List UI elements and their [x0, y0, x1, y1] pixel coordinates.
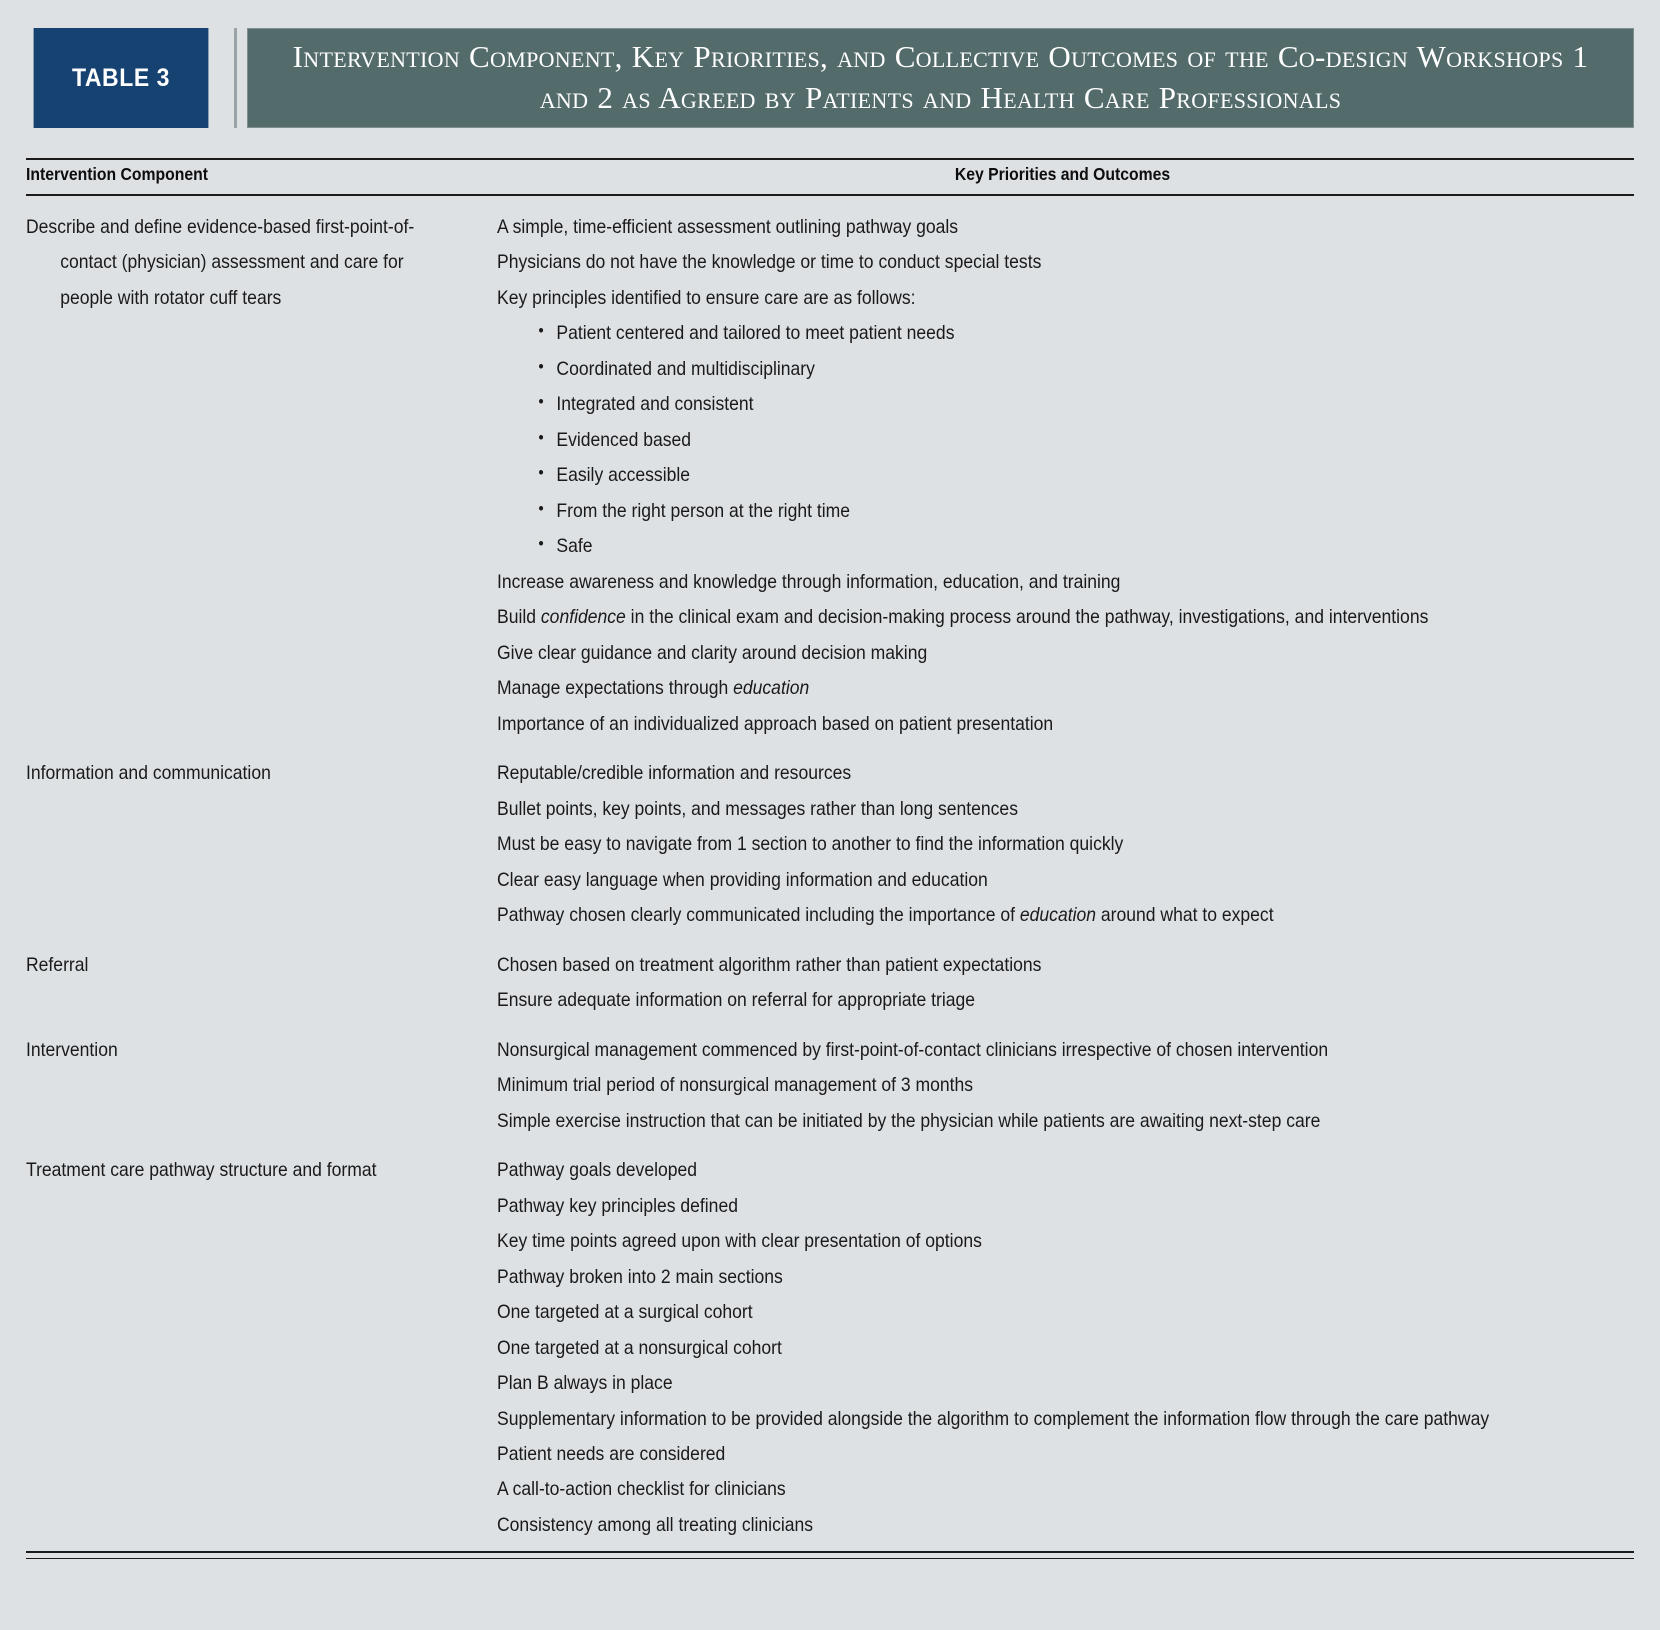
header-row — [26, 159, 1634, 195]
badge-spacer-2 — [237, 28, 247, 128]
key-priority-item: Reputable/credible information and resources — [497, 762, 852, 785]
key-priority-item: Bullet points, key points, and messages rather than long sentences — [497, 797, 1018, 820]
key-priority-item: Key time points agreed upon with clear presentation of options — [497, 1230, 982, 1253]
bullet-item: • Patient centered and tailored to meet patient needs — [537, 316, 1635, 351]
key-priority-item: Physicians do not have the knowledge or time to conduct special tests — [497, 251, 1042, 274]
table-bottom-rule — [26, 1551, 1634, 1559]
key-priority-item: Plan B always in place — [497, 1372, 673, 1395]
key-priority-item: Importance of an individualized approach based on patient presentation — [497, 712, 1054, 735]
key-priority-item: One targeted at a nonsurgical cohort — [497, 1336, 782, 1359]
emphasized-term: education — [1019, 904, 1097, 927]
table-head — [26, 159, 1634, 195]
intervention-component-cell — [26, 195, 491, 742]
column-header-intervention-component: Intervention Component — [26, 159, 445, 195]
key-priority-item: One targeted at a surgical cohort — [497, 1301, 753, 1324]
intervention-component-cell — [26, 742, 491, 933]
key-priorities-cell — [491, 1139, 1634, 1543]
key-priority-item: Minimum trial period of nonsurgical management of 3 months — [497, 1074, 974, 1097]
intervention-component-cell — [26, 1019, 491, 1139]
table-number-badge: TABLE 3 — [34, 28, 209, 128]
key-priority-item: Must be easy to navigate from 1 section to another to find the information quickly — [497, 833, 1124, 856]
key-priority-item: Key principles identified to ensure care are as follows: — [497, 286, 916, 309]
key-priority-item: Simple exercise instruction that can be initiated by the physician while patients are awaiting next-step care — [497, 1109, 1321, 1132]
table-title-bar — [247, 28, 1634, 128]
intervention-component-label: Describe and define evidence-based first-point-of-contact (physician) assessment and care for people with rotator cuff tears — [26, 216, 415, 309]
bullet-item: • Easily accessible — [537, 458, 1635, 493]
item-text-fragment: around what to expect — [1096, 904, 1274, 927]
bullet-list — [497, 316, 1635, 564]
data-table — [26, 158, 1634, 1543]
table-row — [26, 195, 1634, 742]
key-priority-item — [497, 600, 1635, 635]
intervention-component-label: Referral — [26, 953, 89, 976]
item-text-fragment: in the clinical exam and decision-making process around the pathway, investigations, and interventions — [625, 606, 1429, 629]
intervention-component-cell — [26, 934, 491, 1019]
key-priority-item: Pathway key principles defined — [497, 1194, 738, 1217]
item-text-fragment: Manage expectations through — [497, 677, 734, 700]
key-priority-item: Pathway goals developed — [497, 1159, 698, 1182]
table-row — [26, 934, 1634, 1019]
intervention-component-label: Treatment care pathway structure and format — [26, 1159, 377, 1182]
bullet-item: • From the right person at the right time — [537, 494, 1635, 529]
table-row — [26, 1139, 1634, 1543]
bullet-item: • Coordinated and multidisciplinary — [537, 352, 1635, 387]
key-priority-item — [497, 898, 1635, 933]
key-priority-item: Consistency among all treating clinicians — [497, 1513, 814, 1536]
item-text-fragment: Pathway chosen clearly communicated including the importance of — [497, 904, 1020, 927]
column-header-key-priorities-outcomes: Key Priorities and Outcomes — [548, 159, 1577, 195]
key-priority-item: A call-to-action checklist for clinicians — [497, 1478, 786, 1501]
table-body — [26, 195, 1634, 1543]
bullet-item: • Evidenced based — [537, 423, 1635, 458]
item-text-fragment: Build — [497, 606, 541, 629]
key-priority-item: A simple, time-efficient assessment outlining pathway goals — [497, 216, 959, 238]
emphasized-term: confidence — [540, 606, 626, 629]
key-priority-item: Give clear guidance and clarity around decision making — [497, 641, 928, 664]
table-row — [26, 1019, 1634, 1139]
key-priority-item: Ensure adequate information on referral for appropriate triage — [497, 989, 976, 1012]
bullet-item: • Integrated and consistent — [537, 387, 1635, 422]
badge-spacer — [216, 28, 234, 128]
key-priorities-cell — [491, 195, 1634, 742]
table-header-band — [26, 28, 1634, 128]
bullet-item: • Safe — [537, 529, 1635, 564]
intervention-component-cell — [26, 1139, 491, 1543]
key-priorities-cell — [491, 934, 1634, 1019]
key-priority-item: Clear easy language when providing information and education — [497, 868, 988, 891]
key-priority-item: Pathway broken into 2 main sections — [497, 1265, 783, 1288]
intervention-component-label: Information and communication — [26, 762, 271, 785]
key-priorities-cell — [491, 742, 1634, 933]
key-priority-item: Increase awareness and knowledge through information, education, and training — [497, 570, 1121, 593]
emphasized-term: education — [733, 677, 810, 700]
intervention-component-label: Intervention — [26, 1038, 118, 1061]
key-priority-item: Patient needs are considered — [497, 1442, 726, 1465]
key-priority-item: Chosen based on treatment algorithm rather than patient expectations — [497, 953, 1042, 976]
key-priorities-cell — [491, 1019, 1634, 1139]
table-title: Intervention Component, Key Priorities, and Collective Outcomes of the Co-design Workshops 1 and 2 as Agreed by Patients and Health Care Professionals — [292, 39, 1589, 115]
key-priority-item: Nonsurgical management commenced by first-point-of-contact clinicians irrespective of chosen intervention — [497, 1038, 1329, 1061]
key-principles-bullet-group — [497, 316, 1635, 564]
key-priority-item: Supplementary information to be provided alongside the algorithm to complement the information flow through the care pathway — [497, 1407, 1490, 1430]
key-priority-item — [497, 671, 1635, 706]
table-row — [26, 742, 1634, 933]
table-container — [26, 158, 1634, 1543]
